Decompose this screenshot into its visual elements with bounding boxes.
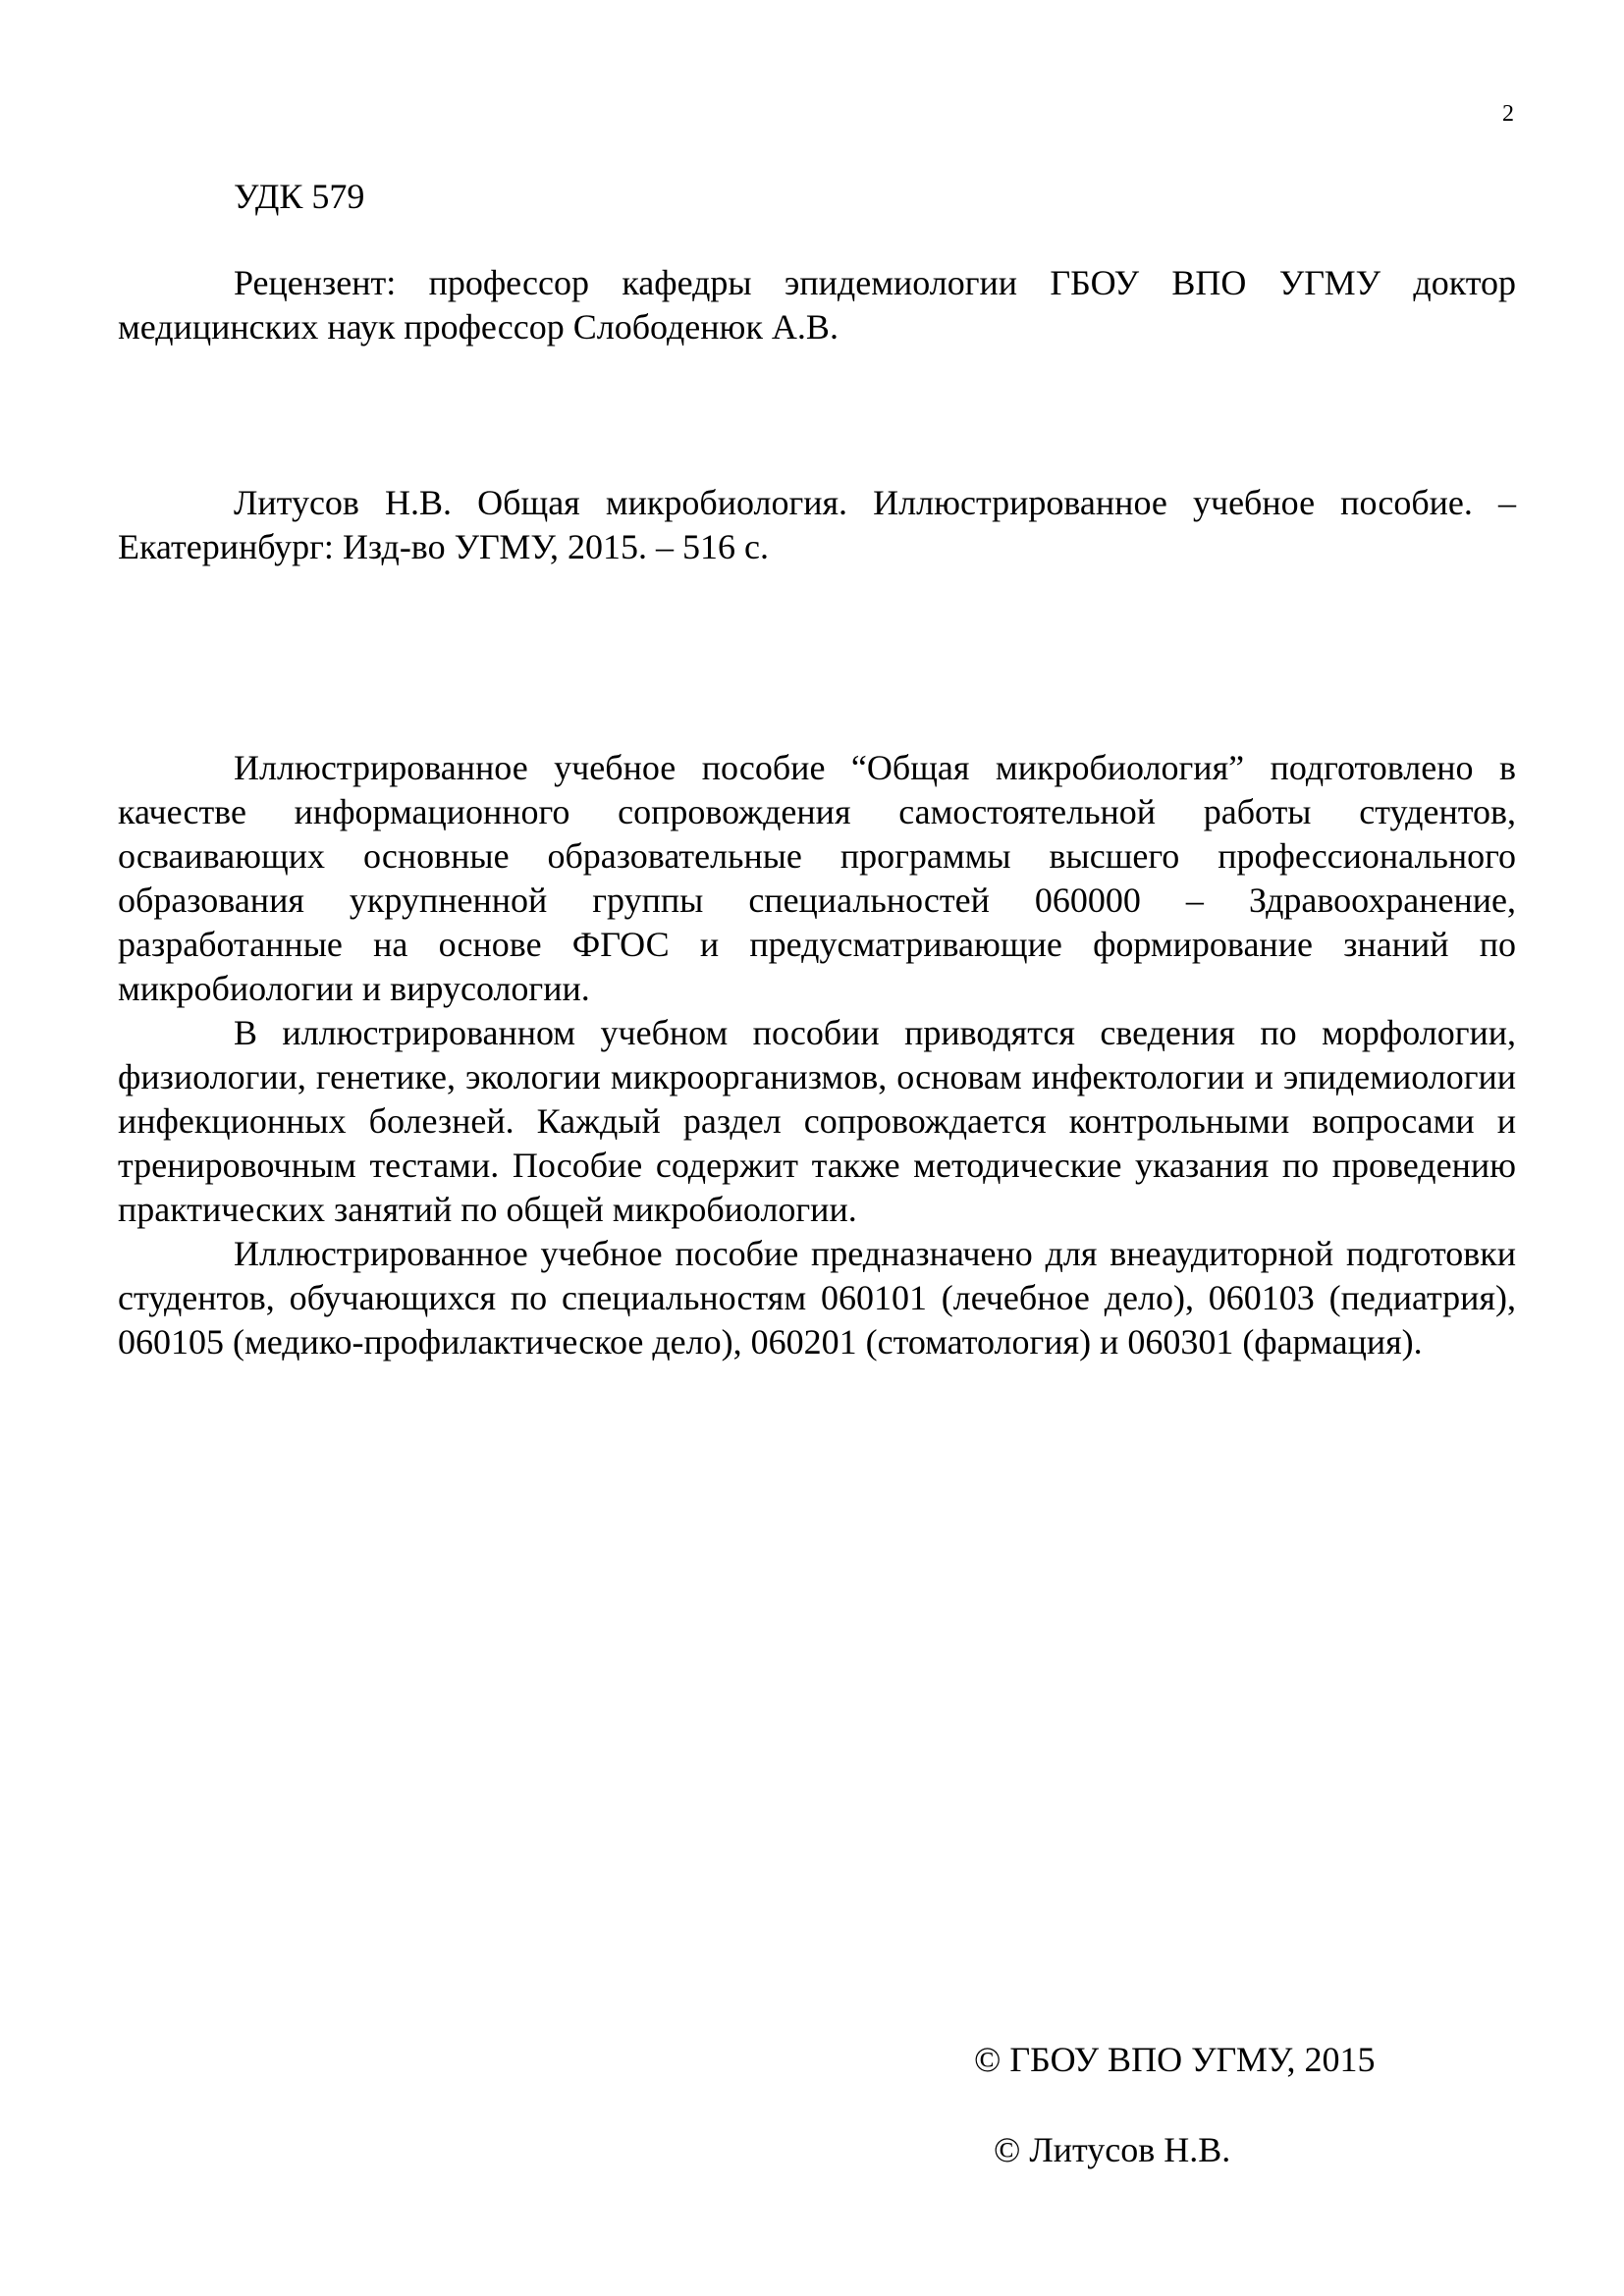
reviewer-block <box>118 261 1516 349</box>
copyright-author: © Литусов Н.В. <box>994 2130 1231 2169</box>
annotation-paragraph: Иллюстрированное учебное пособие предназначено для внеаудиторной подготовки студентов, обучающихся по специальностям 060101 (лечебное дело), 060103 (педиатрия), 060105 (медико-профилактическое дело), 060201 (стоматология) и 060301 (фармация). <box>118 1234 1516 1362</box>
bibliographic-citation <box>118 481 1516 569</box>
reviewer-text: Рецензент: профессор кафедры эпидемиологии ГБОУ ВПО УГМУ доктор медицинских наук профессор Слободенюк А.В. <box>118 263 1516 347</box>
citation-text: Литусов Н.В. Общая микробиология. Иллюстрированное учебное пособие. – Екатеринбург: Изд-во УГМУ, 2015. – 516 с. <box>118 483 1516 566</box>
page-number: 2 <box>1502 101 1514 127</box>
annotation-paragraph: В иллюстрированном учебном пособии приводятся сведения по морфологии, физиологии, генетике, экологии микроорганизмов, основам инфектологии и эпидемиологии инфекционных болезней. Каждый раздел сопровождается контрольными вопросами и тренировочным тестами. Пособие содержит также методические указания по проведению практических занятий по общей микробиологии. <box>118 1013 1516 1229</box>
annotation-paragraph: Иллюстрированное учебное пособие “Общая микробиология” подготовлено в качестве информационного сопровождения самостоятельной работы студентов, осваивающих основные образовательные программы высшего профессионального образования укрупненной группы специальностей 060000 – Здравоохранение, разработанные на основе ФГОС и предусматривающие формирование знаний по микробиологии и вирусологии. <box>118 748 1516 1008</box>
annotation-block <box>118 746 1516 1364</box>
copyright-organization: © ГБОУ ВПО УГМУ, 2015 <box>974 2040 1376 2079</box>
udk-code: УДК 579 <box>234 177 365 216</box>
